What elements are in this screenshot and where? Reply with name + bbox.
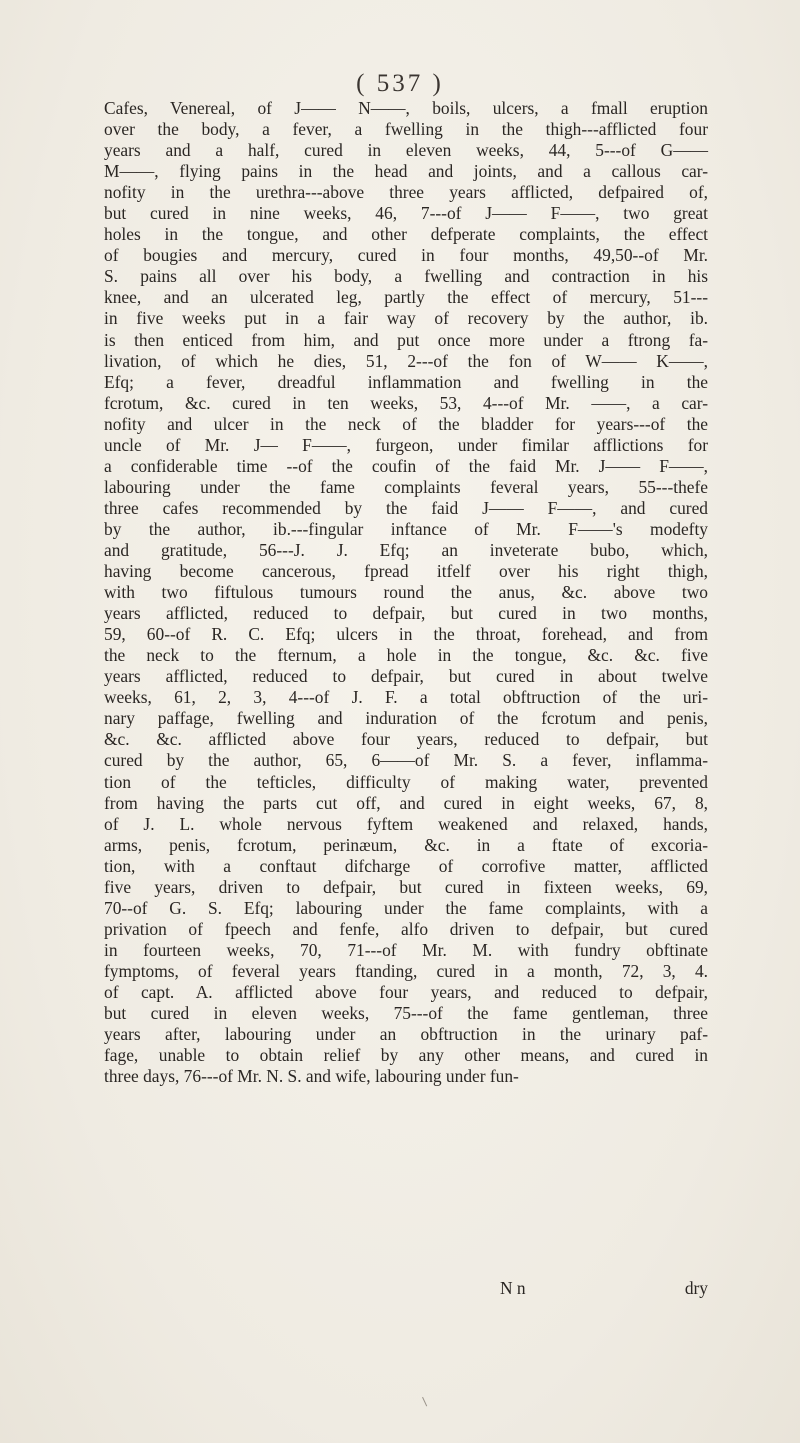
text-line: of capt. A. afflicted above four years, and reduced to defpair, <box>104 981 708 1002</box>
text-line: but cured in eleven weeks, 75---of the fame gentleman, three <box>104 1003 708 1024</box>
text-line: nofity in the urethra---above three years afflicted, defpaired of, <box>104 182 708 203</box>
text-line: tion, with a conftaut difcharge of corrofive matter, afflicted <box>104 855 708 876</box>
text-line: a confiderable time --of the coufin of the faid Mr. J—— F——, <box>104 455 708 476</box>
text-line: Cafes, Venereal, of J—— N——, boils, ulcers, a fmall eruption <box>104 98 708 118</box>
text-line: weeks, 61, 2, 3, 4---of J. F. a total obftruction of the uri- <box>104 687 708 708</box>
text-line: by the author, ib.---fingular inftance of Mr. F——'s modefty <box>104 518 708 539</box>
text-line: three cafes recommended by the faid J—— F——, and cured <box>104 497 708 518</box>
text-line: over the body, a fever, a fwelling in the thigh---afflicted four <box>104 119 708 140</box>
text-line: fymptoms, of feveral years ftanding, cured in a month, 72, 3, 4. <box>104 960 708 981</box>
text-line: three days, 76---of Mr. N. S. and wife, labouring under fun- <box>104 1066 519 1087</box>
text-line: in five weeks put in a fair way of recovery by the author, ib. <box>104 308 708 329</box>
text-line: years afflicted, reduced to defpair, but cured in two months, <box>104 603 708 624</box>
text-line: and gratitude, 56---J. J. Efq; an inveterate bubo, which, <box>104 539 708 560</box>
text-line: cured by the author, 65, 6——of Mr. S. a fever, inflamma- <box>104 750 708 771</box>
text-line: 59, 60--of R. C. Efq; ulcers in the throat, forehead, and from <box>104 624 708 645</box>
text-line: five years, driven to defpair, but cured in fixteen weeks, 69, <box>104 876 708 897</box>
text-line: years after, labouring under an obftruction in the urinary paf- <box>104 1024 708 1045</box>
text-line: livation, of which he dies, 51, 2---of the fon of W—— K——, <box>104 350 708 371</box>
catchword: dry <box>684 1278 708 1298</box>
text-line: in fourteen weeks, 70, 71---of Mr. M. with fundry obftinate <box>104 939 708 960</box>
text-line: nofity and ulcer in the neck of the bladder for years---of the <box>104 413 708 434</box>
page-number: ( 537 ) <box>356 70 444 97</box>
text-line: nary paffage, fwelling and induration of the fcrotum and penis, <box>104 708 708 729</box>
text-line: tion of the tefticles, difficulty of making water, prevented <box>104 771 708 792</box>
text-line: fage, unable to obtain relief by any other means, and cured in <box>104 1045 708 1066</box>
signature-mark: N n <box>500 1278 526 1298</box>
text-line: Efq; a fever, dreadful inflammation and fwelling in the <box>104 371 708 392</box>
text-line: arms, penis, fcrotum, perinæum, &c. in a ftate of excoria- <box>104 834 708 855</box>
text-line: having become cancerous, fpread itfelf over his right thigh, <box>104 561 708 582</box>
text-line: of bougies and mercury, cured in four months, 49,50--of Mr. <box>104 245 708 266</box>
text-line: of J. L. whole nervous fyftem weakened and relaxed, hands, <box>104 813 708 834</box>
text-line: years afflicted, reduced to defpair, but cured in about twelve <box>104 666 708 687</box>
text-line: the neck to the fternum, a hole in the tongue, &c. &c. five <box>104 645 708 666</box>
text-line: &c. &c. afflicted above four years, reduced to defpair, but <box>104 729 708 750</box>
text-line: 70--of G. S. Efq; labouring under the fame complaints, with a <box>104 897 708 918</box>
text-line: is then enticed from him, and put once more under a ftrong fa- <box>104 329 708 350</box>
text-line: labouring under the fame complaints feveral years, 55---thefe <box>104 476 708 497</box>
text-line: fcrotum, &c. cured in ten weeks, 53, 4---of Mr. ——, a car- <box>104 392 708 413</box>
text-line: but cured in nine weeks, 46, 7---of J—— F——, two great <box>104 203 708 224</box>
text-line: years and a half, cured in eleven weeks, 44, 5---of G—— <box>104 140 708 161</box>
text-line: M——, flying pains in the head and joints, and a callous car- <box>104 161 708 182</box>
stray-ink-mark <box>422 1396 430 1407</box>
text-line: S. pains all over his body, a fwelling and contraction in his <box>104 266 708 287</box>
text-line: holes in the tongue, and other defperate complaints, the effect <box>104 224 708 245</box>
text-line: knee, and an ulcerated leg, partly the effect of mercury, 51--- <box>104 287 708 308</box>
text-line: privation of fpeech and fenfe, alfo driven to defpair, but cured <box>104 918 708 939</box>
text-line: uncle of Mr. J— F——, furgeon, under fimilar afflictions for <box>104 434 708 455</box>
index-entry-text <box>104 98 708 1087</box>
text-line: with two fiftulous tumours round the anus, &c. above two <box>104 582 708 603</box>
text-line: from having the parts cut off, and cured in eight weeks, 67, 8, <box>104 792 708 813</box>
